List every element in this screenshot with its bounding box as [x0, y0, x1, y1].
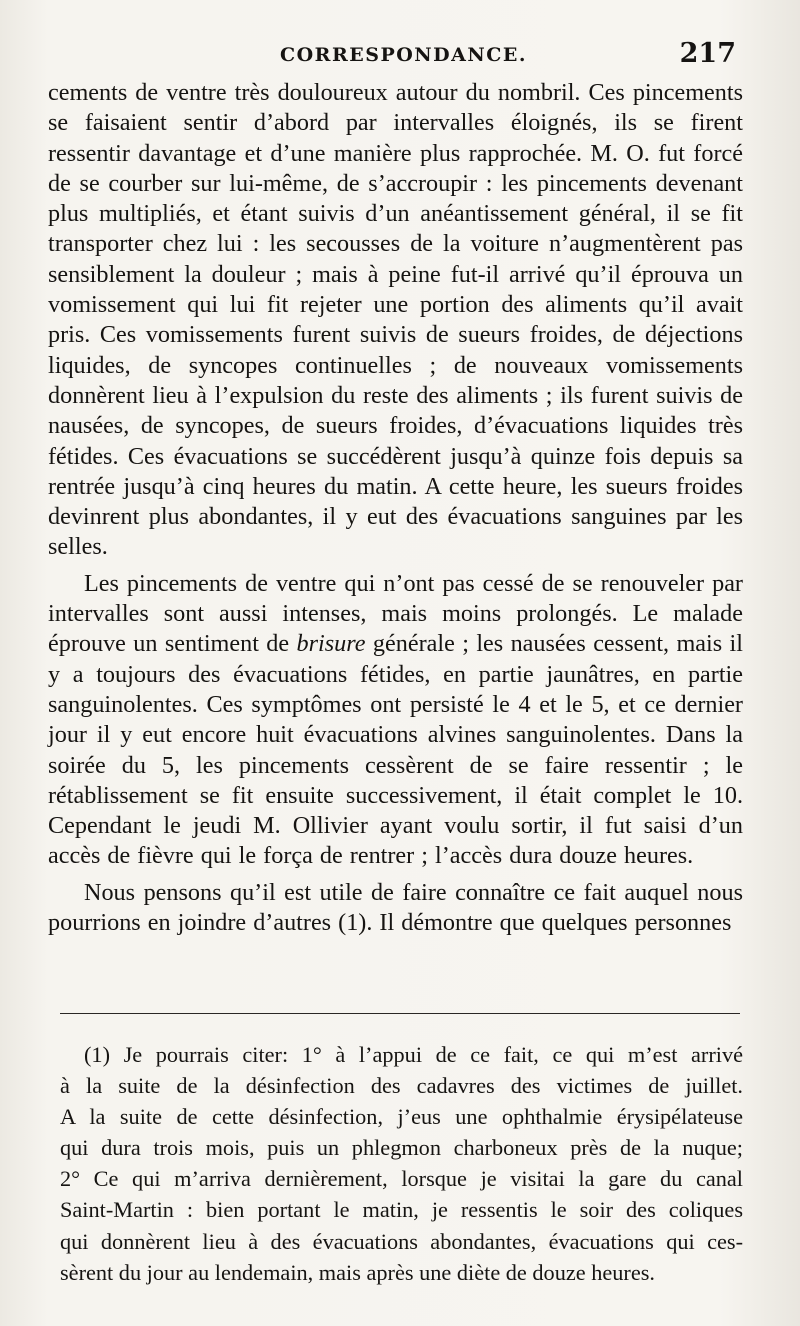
footnote-line: sèrent du jour au lendemain, mais après une diète de douze heures. — [60, 1259, 655, 1285]
footnote-line: à la suite de la désinfection des cadavres des victimes de juillet. — [60, 1073, 743, 1099]
emphasis-word: brisure — [296, 630, 366, 658]
running-title: CORRESPONDANCE. — [280, 44, 527, 66]
footnote-line: A la suite de cette désinfection, j’eus une ophthalmie érysipélateuse — [60, 1104, 743, 1130]
page-header — [48, 38, 738, 78]
footnote-line: qui dura trois mois, puis un phlegmon charboneux près de la nuque; — [60, 1135, 743, 1161]
footnote-divider — [60, 1013, 740, 1014]
footnote-line: 2° Ce qui m’arriva dernièrement, lorsque je visitai la gare du canal — [60, 1166, 743, 1192]
footnote-line: (1) Je pourrais citer: 1° à l’appui de ce fait, ce qui m’est arrivé — [84, 1042, 743, 1067]
footnote — [60, 1039, 743, 1288]
page-number: 217 — [679, 38, 736, 69]
main-text — [48, 78, 743, 938]
footnote-line: Saint-Martin : bien portant le matin, je ressentis le soir des coliques — [60, 1197, 743, 1223]
paragraph: Nous pensons qu’il est utile de faire connaître ce fait auquel nous pourrions en joindre d’autres (1). Il démontre que quelques personnes — [48, 878, 743, 937]
paragraph: cements de ventre très douloureux autour du nombril. Ces pincements se faisaient sentir d’abord par intervalles éloignés, ils se firent ressentir davantage et d’une manière plus rapprochée. M. O. fut forcé de se courber sur lui-même, de s’accroupir : les pincements devenant plus multipliés, et étant suivis d’un anéantissement général, il se fit transporter chez lui : les secousses de la voiture n’augmentèrent pas sensiblement la douleur ; mais à peine fut-il arrivé qu’il éprouva un vomissement qui lui fit rejeter une portion des aliments qu’il avait pris. Ces vomissements furent suivis de sueurs froides, de déjections liquides, de syncopes continuelles ; de nouveaux vomissements donnèrent lieu à l’expulsion du reste des aliments ; ils furent suivis de nausées, de syncopes, de sueurs froides, d’évacuations liquides très fétides. Ces évacuations se succédèrent jusqu’à quinze fois depuis sa rentrée jusqu’à cinq heures du matin. A cette heure, les sueurs froides devinrent plus abondantes, il y eut des évacuations sanguines par les selles. — [48, 79, 743, 561]
paragraph: Les pincements de ventre qui n’ont pas cessé de se renouveler par intervalles sont aussi intenses, mais moins prolongés. Le malade éprouve un sentiment de brisure générale ; les nausées cessent, mais il y a toujours des évacuations fétides, en partie jaunâtres, en partie sanguinolentes. Ces symptômes ont persisté le 4 et le 5, et ce dernier jour il y eut encore huit évacuations alvines sanguinolentes. Dans la soirée du 5, les pincements cessèrent de se faire ressentir ; le rétablissement se fit ensuite successivement, il était complet le 10. Cependant le jeudi M. Ollivier ayant voulu sortir, il fut saisi d’un accès de fièvre qui le força de rentrer ; l’accès dura douze heures. — [48, 569, 743, 870]
footnote-line: qui donnèrent lieu à des évacuations abondantes, évacuations qui ces- — [60, 1228, 743, 1254]
